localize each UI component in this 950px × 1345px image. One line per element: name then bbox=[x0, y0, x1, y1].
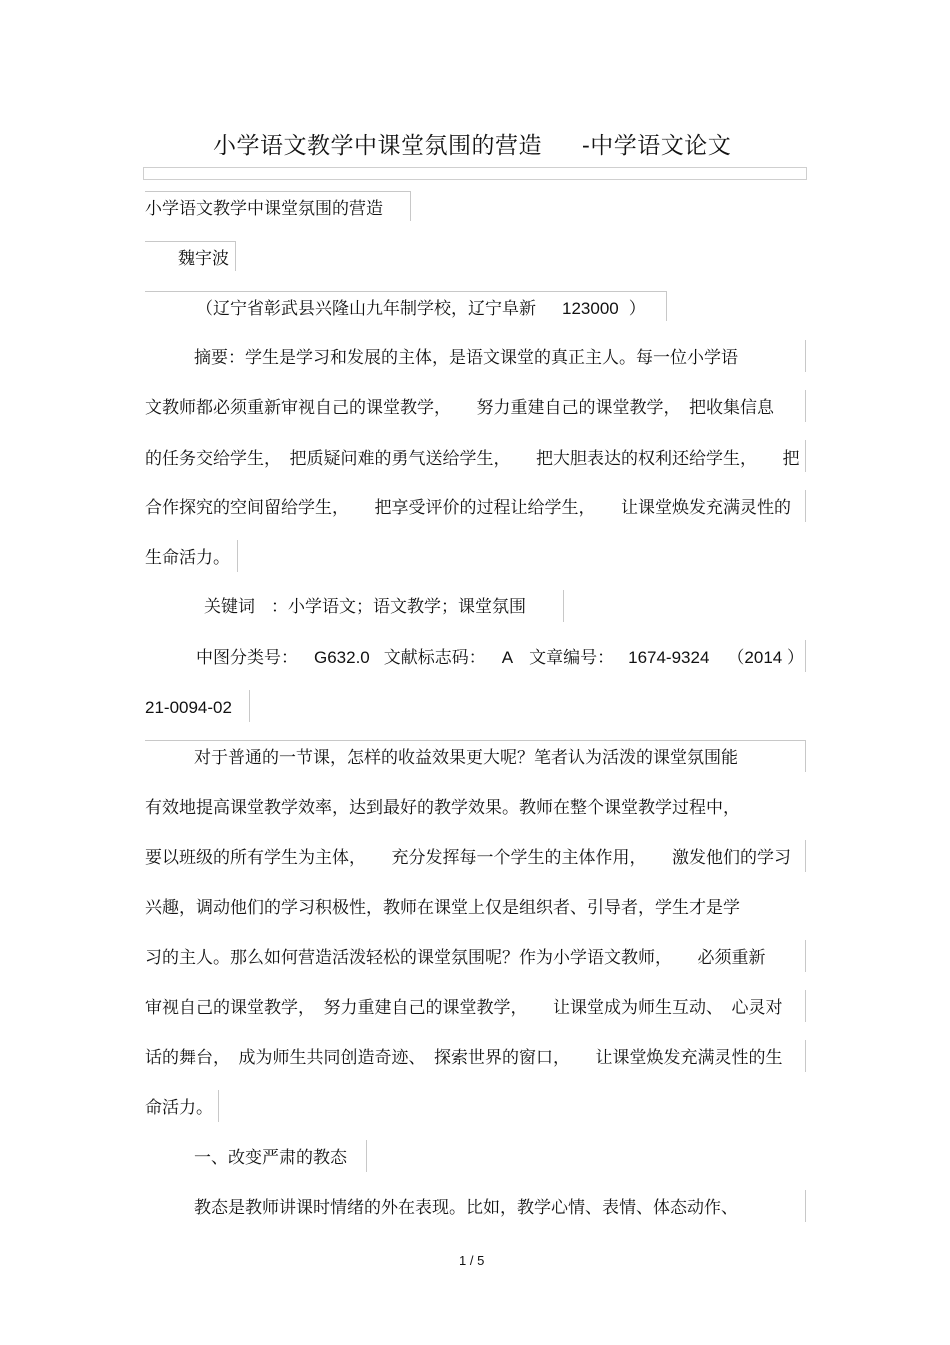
issue-rule bbox=[249, 690, 250, 722]
affiliation-rule bbox=[666, 291, 667, 321]
body-line: 兴趣，调动他们的学习积极性，教师在课堂上仅是组织者、引导者，学生才是学 bbox=[145, 898, 740, 918]
classification-line bbox=[196, 647, 804, 669]
abstract-rule bbox=[805, 440, 806, 472]
author-affiliation bbox=[196, 298, 646, 320]
clc-value: G632.0 bbox=[314, 648, 370, 667]
body-line: 审视自己的课堂教学， 努力重建自己的课堂教学， 让课堂成为师生互动、 心灵对 bbox=[145, 998, 783, 1018]
clc-label: 中图分类号： bbox=[196, 648, 298, 668]
body-rule bbox=[805, 1040, 806, 1072]
abstract-line: 合作探究的空间留给学生， 把享受评价的过程让给学生， 让课堂焕发充满灵性的 bbox=[145, 498, 791, 518]
affiliation-postcode: 123000 bbox=[562, 299, 619, 318]
body-line: 习的主人。那么如何营造活泼轻松的课堂氛围呢？作为小学语文教师， 必须重新 bbox=[145, 948, 766, 968]
page-number: 1 / 5 bbox=[459, 1253, 485, 1268]
article-number-label: 文章编号： bbox=[529, 648, 615, 668]
abstract-line: 文教师都必须重新审视自己的课堂教学， 努力重建自己的课堂教学， 把收集信息 bbox=[145, 398, 774, 418]
author-name: 魏宇波 bbox=[178, 249, 229, 269]
keywords-rule bbox=[563, 590, 564, 622]
subtitle-top-rule bbox=[145, 191, 410, 192]
article-year: （2014 ） bbox=[727, 648, 804, 667]
affiliation-close: ） bbox=[628, 299, 646, 319]
abstract-line: 生命活力。 bbox=[145, 548, 230, 568]
body-rule bbox=[805, 740, 806, 772]
author-top-rule bbox=[145, 241, 235, 242]
abstract-rule bbox=[805, 390, 806, 422]
title-divider-box bbox=[143, 167, 807, 180]
body-line: 对于普通的一节课，怎样的收益效果更大呢？笔者认为活泼的课堂氛围能 bbox=[194, 748, 738, 768]
classification-rule bbox=[805, 640, 806, 672]
article-subtitle: 小学语文教学中课堂氛围的营造 bbox=[145, 199, 383, 219]
body-line: 要以班级的所有学生为主体， 充分发挥每一个学生的主体作用， 激发他们的学习 bbox=[145, 848, 791, 868]
document-title-main: 小学语文教学中课堂氛围的营造 bbox=[213, 133, 542, 159]
body-top-rule bbox=[145, 740, 805, 741]
article-number-value: 1674-9324 bbox=[628, 648, 710, 667]
document-title-suffix: -中学语文论文 bbox=[582, 133, 732, 159]
abstract-line: 摘要：学生是学习和发展的主体，是语文课堂的真正主人。每一位小学语 bbox=[194, 348, 738, 368]
abstract-rule bbox=[805, 490, 806, 522]
keywords-value: ：小学语文；语文教学；课堂氛围 bbox=[271, 597, 526, 617]
abstract-rule bbox=[805, 340, 806, 372]
author-rule bbox=[235, 241, 236, 271]
article-issue: 21-0094-02 bbox=[145, 698, 232, 717]
doccode-label: 文献标志码： bbox=[383, 648, 486, 668]
affiliation-text: （辽宁省彰武县兴隆山九年制学校，辽宁阜新 bbox=[196, 299, 536, 319]
body-line: 命活力。 bbox=[145, 1098, 213, 1118]
subtitle-rule bbox=[410, 191, 411, 221]
section-rule bbox=[366, 1140, 367, 1172]
abstract-rule bbox=[237, 540, 238, 572]
abstract-line: 的任务交给学生， 把质疑问难的勇气送给学生， 把大胆表达的权利还给学生， 把 bbox=[145, 449, 800, 469]
body-rule bbox=[218, 1090, 219, 1122]
section-body-line: 教态是教师讲课时情绪的外在表现。比如，教学心情、表情、体态动作、 bbox=[194, 1198, 738, 1218]
doccode-value: A bbox=[501, 648, 514, 667]
keywords-label: 关键词 bbox=[204, 597, 255, 617]
keywords bbox=[204, 596, 526, 618]
body-rule bbox=[805, 840, 806, 872]
body-rule bbox=[805, 990, 806, 1022]
affiliation-top-rule bbox=[145, 291, 666, 292]
body-line: 话的舞台， 成为师生共同创造奇迹、 探索世界的窗口， 让课堂焕发充满灵性的生 bbox=[145, 1048, 783, 1068]
body-line: 有效地提高课堂教学效率，达到最好的教学效果。教师在整个课堂教学过程中， bbox=[145, 798, 740, 818]
section-body-rule bbox=[805, 1190, 806, 1222]
document-title bbox=[213, 131, 731, 161]
section-heading: 一、改变严肃的教态 bbox=[194, 1148, 347, 1168]
body-rule bbox=[805, 940, 806, 972]
